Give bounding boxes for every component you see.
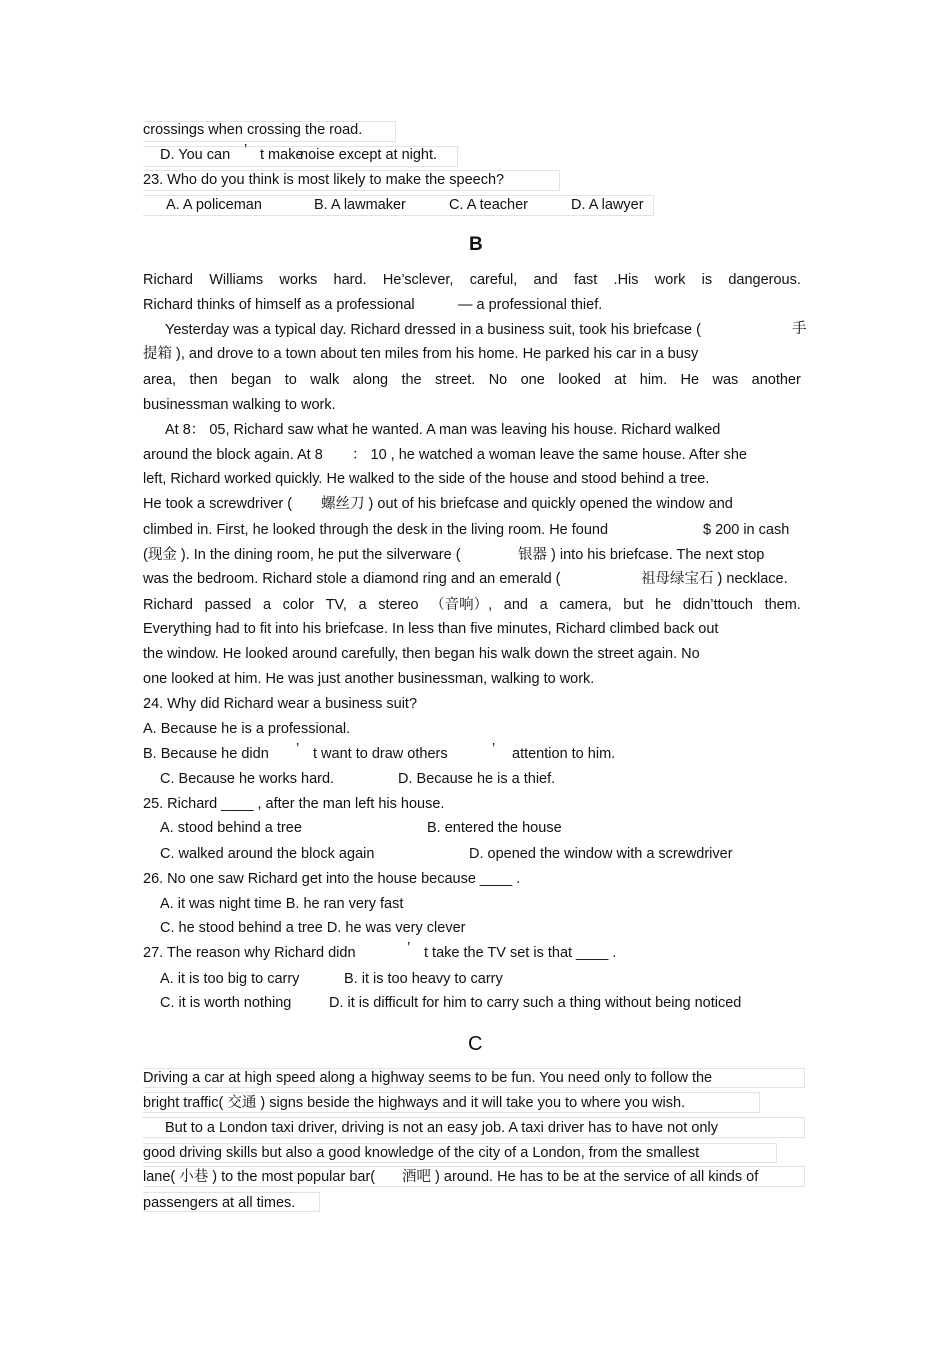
q27-option-b: B. it is too heavy to carry xyxy=(344,971,503,987)
q24-option-b: B. Because he didn xyxy=(143,746,269,762)
passage-b-line: 银器 ) into his briefcase. The next stop xyxy=(518,547,765,563)
section-c-heading: C xyxy=(468,1033,483,1055)
passage-b-line: 手 xyxy=(792,321,807,337)
q23-option-c: C. A teacher xyxy=(449,197,528,213)
q25-option-d: D. opened the window with a screwdriver xyxy=(469,846,733,862)
q25-option-a: A. stood behind a tree xyxy=(160,820,302,836)
q24-option-b-part: t want to draw others xyxy=(313,746,448,762)
q26-options-cd: C. he stood behind a tree D. he was very clever xyxy=(160,920,466,936)
question-27-part: t take the TV set is that ____ . xyxy=(424,945,617,961)
question-27: 27. The reason why Richard didn xyxy=(143,945,356,961)
q24-option-c: C. Because he works hard. xyxy=(160,771,335,787)
passage-b-line: 螺丝刀 ) out of his briefcase and quickly opened the window and xyxy=(321,496,733,512)
q24-option-d: D. Because he is a thief. xyxy=(398,771,556,787)
passage-c-line: 酒吧 ) around. He has to be at the service of all kinds of xyxy=(402,1169,759,1185)
q27-option-d: D. it is difficult for him to carry such a thing without being noticed xyxy=(329,995,742,1011)
prev-option-d-part: t make xyxy=(260,147,304,163)
passage-b-line: Everything had to fit into his briefcase. In less than five minutes, Richard climbed back out xyxy=(143,621,719,637)
passage-c-line: passengers at all times. xyxy=(143,1195,296,1211)
q23-option-d: D. A lawyer xyxy=(571,197,644,213)
q24-option-a: A. Because he is a professional. xyxy=(143,721,351,737)
passage-b-line: $ 200 in cash xyxy=(703,522,790,538)
apostrophe: ’ xyxy=(244,142,248,158)
passage-b-line: Yesterday was a typical day. Richard dressed in a business suit, took his briefcase ( xyxy=(165,322,701,338)
passage-b-line: Richard passed a color TV, a stereo （音响）, and a camera, but he didn’ttouch them. xyxy=(143,597,801,613)
question-24: 24. Why did Richard wear a business suit? xyxy=(143,696,418,712)
passage-b-line: — a professional thief. xyxy=(458,297,603,313)
q24-option-b-part: attention to him. xyxy=(512,746,616,762)
q27-option-c: C. it is worth nothing xyxy=(160,995,292,1011)
section-b-heading: B xyxy=(469,234,483,255)
passage-b-line: one looked at him. He was just another businessman, walking to work. xyxy=(143,671,595,687)
text: D. You can xyxy=(160,147,231,163)
passage-b-line: area, then began to walk along the street. No one looked at him. He was another xyxy=(143,372,801,388)
q23-option-a: A. A policeman xyxy=(166,197,262,213)
q26-options-ab: A. it was night time B. he ran very fast xyxy=(160,896,404,912)
passage-b-line: He took a screwdriver ( xyxy=(143,496,293,512)
question-25: 25. Richard ____ , after the man left his house. xyxy=(143,796,445,812)
passage-b-line: around the block again. At 8 xyxy=(143,447,323,463)
q25-option-c: C. walked around the block again xyxy=(160,846,375,862)
passage-c-line: good driving skills but also a good knowledge of the city of a London, from the smallest xyxy=(143,1145,700,1161)
passage-c-line: lane( 小巷 ) to the most popular bar( xyxy=(143,1169,376,1185)
passage-c-line: But to a London taxi driver, driving is not an easy job. A taxi driver has to have not only xyxy=(165,1120,718,1136)
passage-b-line: ： 10 , he watched a woman leave the same house. After she xyxy=(352,447,747,463)
passage-c-line: bright traffic( 交通 ) signs beside the highways and it will take you to where you wish. xyxy=(143,1095,686,1111)
passage-b-line: climbed in. First, he looked through the desk in the living room. He found xyxy=(143,522,609,538)
prev-option-d xyxy=(160,146,230,164)
passage-b-line: the window. He looked around carefully, then began his walk down the street again. No xyxy=(143,646,700,662)
passage-b-line: (现金 ). In the dining room, he put the silverware ( xyxy=(143,547,461,563)
passage-c-line: Driving a car at high speed along a highway seems to be fun. You need only to follow the xyxy=(143,1070,713,1086)
passage-b-line: was the bedroom. Richard stole a diamond ring and an emerald ( xyxy=(143,571,561,587)
apostrophe: ’ xyxy=(296,741,300,757)
question-23: 23. Who do you think is most likely to make the speech? xyxy=(143,172,505,188)
question-26: 26. No one saw Richard get into the house because ____ . xyxy=(143,871,521,887)
passage-b-line: Richard thinks of himself as a professional xyxy=(143,297,415,313)
apostrophe: ’ xyxy=(492,741,496,757)
passage-b-line: 提箱 ), and drove to a town about ten miles from his home. He parked his car in a busy xyxy=(143,346,699,362)
prev-option-d-part: noise except at night. xyxy=(300,147,438,163)
prev-option-text: crossings when crossing the road. xyxy=(143,122,363,138)
passage-b-line: Richard Williams works hard. He’sclever, careful, and fast .His work is dangerous. xyxy=(143,272,801,288)
passage-b-line: businessman walking to work. xyxy=(143,397,336,413)
passage-b-line: 祖母绿宝石 ) necklace. xyxy=(641,571,788,587)
passage-b-line: left, Richard worked quickly. He walked to the side of the house and stood behind a tree. xyxy=(143,471,710,487)
q25-option-b: B. entered the house xyxy=(427,820,562,836)
apostrophe: ’ xyxy=(407,940,411,956)
q27-option-a: A. it is too big to carry xyxy=(160,971,300,987)
q23-option-b: B. A lawmaker xyxy=(314,197,406,213)
passage-b-line: At 8： 05, Richard saw what he wanted. A man was leaving his house. Richard walked xyxy=(165,422,721,438)
